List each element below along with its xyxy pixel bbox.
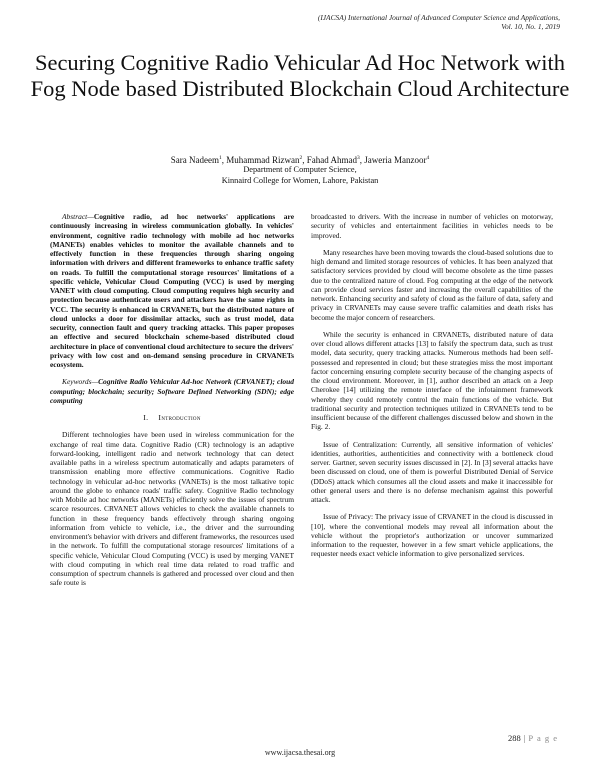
paragraph: Issue of Privacy: The privacy issue of CRVANET in the cloud is discussed in [10], where the conventional models may reveal all information about the vehicle without the proprietor's authorization or uncover summarized information to the requester, however in a few smart vehicle applications, the requester needs exact vehicle information to give personalized services. — [311, 512, 553, 559]
keywords — [50, 377, 294, 405]
author: Sara Nadeem$^1$, — [170, 155, 227, 165]
department: Department of Computer Science, — [243, 165, 357, 174]
abstract — [50, 212, 294, 369]
author: Fahad Ahmad$^3$, — [306, 155, 365, 165]
author: Muhammad Rizwan$^2$, — [226, 155, 307, 165]
paragraph: Different technologies have been used in wireless communication for the exchange of real time data. Cognitive Radio (CR) technology is an adaptive forward-looking, intelligent radio and network technology that can detect available paths in a wireless spectrum automatically and adapts parameters of transmission enabling more effective communications. Cognitive Radio technology in vehicular ad-hoc networks (VANETs) is the most talkative topic around the globe to enhance roads' traffic safety. Cognitive Radio technology with Mobile ad hoc networks (MANETs) efficiently solve the issues of spectrum scarce resources. CRVANET allows vehicles to check the available channels to function in these frequency bands effectively through sharing ongoing information from vehicle to vehicle, i.e., the driver and the surrounding environment's behavior with drivers and different frameworks, the resources used in the network. To fulfill the computational storage resources' limitations of a specific vehicle, Vehicular Cloud Computing (VCC) is used by merging VANET with cloud computing in which real time data related to road traffic and consumption of spectrum channels is gathered and processed over cloud and then safe route is — [50, 430, 294, 588]
paragraph: Issue of Centralization: Currently, all sensitive information of vehicles' identities, authorities, authenticities and connectivity with a bottleneck cloud server. Gartner, seven security issues discussed in [2]. In [3] several attacks have been discussed on cloud, one of them is powerful Distributed Denial of Service (DDoS) attack which consumes all the cloud assets and make it inaccessible for other general users and there is no defense mechanism against this powerful attack. — [311, 439, 553, 504]
section-number: I. — [143, 413, 149, 422]
paragraph: broadcasted to drivers. With the increase in number of vehicles on motorway, security of vehicles and entertainment facilities in vehicles needs to be improved. — [311, 212, 553, 240]
keywords-label: Keywords— — [62, 377, 99, 387]
abstract-label: Abstract— — [62, 212, 94, 221]
journal-name: (IJACSA) International Journal of Advanced Computer Science and Applications, — [317, 13, 560, 22]
section-title: Introduction — [158, 413, 201, 422]
journal-header — [318, 13, 560, 31]
abstract-text: Cognitive radio, ad hoc networks' applications are continuously increasing in wireless communication globally. In vehicles' environment, cognitive radio technology with mobile ad hoc networks (MANETs) enables vehicles to monitor the available channels and to effectively function in these frequencies through sharing ongoing information with drivers and different frameworks to enhance traffic safety on roads. To fulfill the computational storage resources' limitations of a specific vehicle, Vehicular Cloud Computing (VCC) is used by merging VANET with cloud computing. Cloud computing requires high security and protection because authenticate users and attackers have the same rights in VCC. The security is enhanced in CRVANETs, but the distributed nature of cloud unlocks a door for dissimilar attacks, such as trust model, data security, connection fault and query tracking attacks. This paper proposes an effective and secured blockchain scheme-based distributed cloud architecture in place of conventional cloud architecture to secure the drivers' privacy with low cost and on-demand sensing procedure in CRVANETs ecosystem. — [50, 212, 294, 369]
journal-volume: Vol. 10, No. 1, 2019 — [501, 22, 560, 31]
divider: | — [523, 733, 526, 743]
paper-title: Securing Cognitive Radio Vehicular Ad Hoc Network with Fog Node based Distributed Blockchain Cloud Architecture — [30, 50, 570, 101]
paragraph: Many researches have been moving towards the cloud-based solutions due to high demand and limited storage resources of vehicles. It has been analyzed that satisfactory services provided by cloud will become obsolete as the time passes due to the centralized nature of cloud. Fog computing at the edge of the network can provide cloud services faster and increasing the overall capabilities of the network. Enhancing security and safety of cloud as the failure of data, safety and privacy in CRVANETs may cause severe traffic calamities and death risks has become the major concern of researchers. — [311, 247, 553, 322]
paragraph: While the security is enhanced in CRVANETs, distributed nature of data over cloud allows different attacks [13] to falsify the spectrum data, such as trust model, data security, query tracking attacks. Numerous methods had been self-possessed and represented in cloud; but these strategies miss the most important factor concerning ensuring complete security because of the changing aspects of the cloud environment. Moreover, in [1], author described an attack on a Jeep Cherokee [14] utilizing the remote interface of the infotainment framework whereby they could remotely control the main functions of the vehicle. But traditional security and protection techniques utilized in CRVANETs tend to be insufficient because of the different challenges discussed below and shown in the Fig. 2. — [311, 329, 553, 432]
author: Jaweria Manzoor$^4$ — [364, 155, 430, 165]
page-label: P a g e — [528, 733, 558, 743]
page-number — [508, 733, 558, 743]
page-number-value: 288 — [507, 733, 521, 743]
institution: Kinnaird College for Women, Lahore, Pakistan — [221, 175, 379, 185]
keywords-text: Cognitive Radio Vehicular Ad-hoc Network (CRVANET); cloud computing; blockchain; security; Software Defined Networking (SDN); edge computing — [50, 377, 294, 405]
right-column — [311, 212, 553, 559]
footer-url: www.ijacsa.thesai.org — [264, 748, 336, 757]
section-heading — [50, 413, 294, 422]
left-column — [50, 212, 294, 588]
affiliation — [0, 165, 600, 186]
